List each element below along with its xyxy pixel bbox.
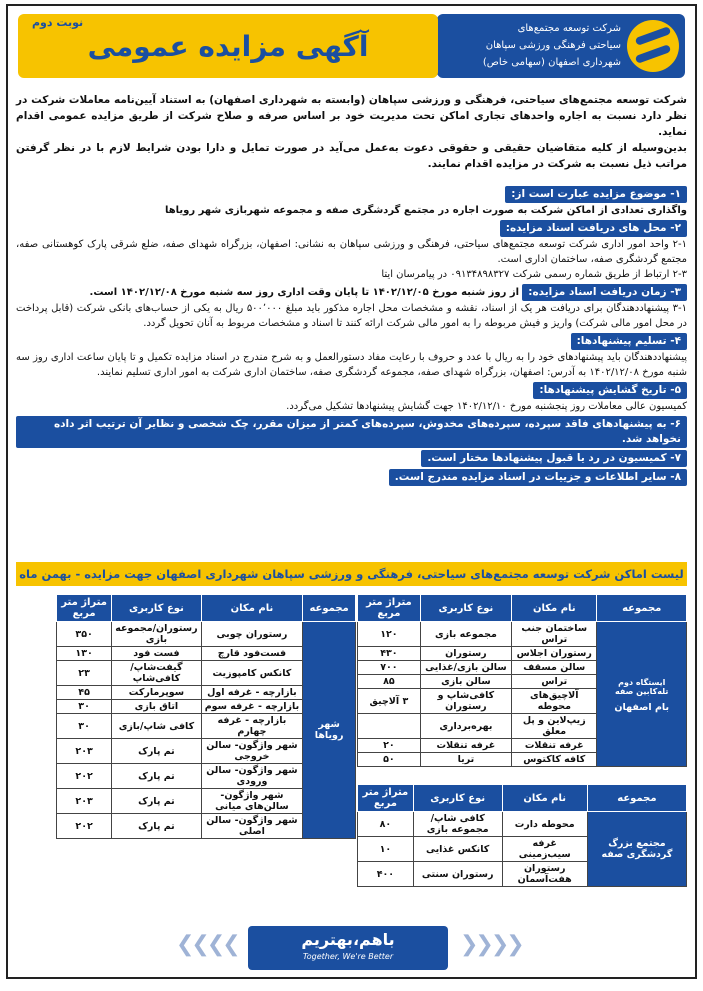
group-cell	[597, 622, 687, 767]
company-line: شرکت توسعه مجتمع‌های	[517, 23, 621, 34]
area-cell: ۴۵	[57, 686, 112, 700]
header-use: نوع کاربری	[413, 785, 502, 812]
area-cell: ۷۰۰	[358, 661, 421, 675]
area-cell: ۴۰۰	[358, 862, 414, 887]
place-cell: زیپ‌لاین و پل معلق	[512, 714, 597, 739]
chevrons-right-icon: ❯❯❯❯	[460, 932, 522, 957]
slogan-logo: باهم،بهتریم	[301, 930, 395, 949]
title-box	[18, 14, 438, 78]
header-use: نوع کاربری	[112, 595, 201, 622]
section-heading: ۵- تاریخ گشایش پیشنهادها:	[533, 382, 687, 399]
place-cell: کانکس کامپوزیت	[201, 661, 303, 686]
section-heading: ۳- زمان دریافت اسناد مزایده:	[522, 284, 687, 301]
section-time	[16, 284, 687, 331]
use-cell: تریا	[420, 753, 511, 767]
table-header-row	[358, 785, 687, 812]
area-cell: ۸۵	[358, 675, 421, 689]
header-place: نام مکان	[502, 785, 587, 812]
use-cell: گیفت‌شاپ/کافی‌شاپ	[112, 661, 201, 686]
table-header-row	[57, 595, 356, 622]
area-cell: ۲۰۲	[57, 764, 112, 789]
area-cell: ۱۲۰	[358, 622, 421, 647]
section-locations	[16, 220, 687, 282]
header-place: نام مکان	[201, 595, 303, 622]
section-heading: ۴- تسلیم پیشنهادها:	[571, 333, 687, 350]
area-cell: ۲۳	[57, 661, 112, 686]
intro-paragraph: بدین‌وسیله از کلیه متقاضیان حقیقی و حقوقی دعوت به‌عمل می‌آید در صورت تمایل و دارا بودن شرایط لازم با در نظر گرفتن مراتب ذیل نسبت به شرکت در مزایده اقدام نمایند.	[16, 142, 687, 170]
place-cell: رستوران اجلاس	[512, 647, 597, 661]
header-area: متراژ متر مربع	[358, 785, 414, 812]
use-cell: اتاق بازی	[112, 700, 201, 714]
places-list-banner: لیست اماکن شرکت توسعه مجتمع‌های سیاحتی، فرهنگی و ورزشی سپاهان شهرداری اصفهان جهت مزایده - بهمن ماه	[16, 562, 687, 586]
group-cell: شهر رویاها	[303, 622, 356, 839]
place-cell: ساختمان جنب تراس	[512, 622, 597, 647]
use-cell: فست فود	[112, 647, 201, 661]
table-row	[358, 622, 687, 647]
area-cell: ۳۰	[57, 714, 112, 739]
use-cell: سالن بازی	[420, 675, 511, 689]
header-group: مجموعه	[597, 595, 687, 622]
header-group: مجموعه	[303, 595, 356, 622]
section-submission	[16, 333, 687, 380]
use-cell: رستوران	[420, 647, 511, 661]
place-cell: شهر واژگون- سالن خروجی	[201, 739, 303, 764]
section-subject	[16, 186, 687, 218]
area-cell: ۳۰	[57, 700, 112, 714]
area-cell: ۴۳۰	[358, 647, 421, 661]
place-cell: غرفه تنقلات	[512, 739, 597, 753]
area-cell	[358, 714, 421, 739]
conditions-list	[16, 186, 687, 488]
company-logo-box	[437, 14, 685, 78]
section-heading: ۲- محل های دریافت اسناد مزایده:	[500, 220, 687, 237]
notice-title: آگهی مزایده عمومی	[87, 30, 369, 63]
use-cell: غرفه تنقلات	[420, 739, 511, 753]
place-cell: محوطه دارت	[502, 812, 587, 837]
table-row	[358, 812, 687, 837]
use-cell: تم پارک	[112, 814, 201, 839]
place-cell: سالن مسقف	[512, 661, 597, 675]
group-name: بام اصفهان	[614, 701, 670, 713]
area-cell: ۳۵۰	[57, 622, 112, 647]
use-cell: تم پارک	[112, 764, 201, 789]
company-logo-icon	[627, 20, 679, 72]
use-cell: سالن بازی/غذایی	[420, 661, 511, 675]
place-cell: بازارچه - غرفه اول	[201, 686, 303, 700]
footer-slogan	[248, 926, 448, 970]
section-other	[16, 469, 687, 486]
intro-paragraph: شرکت توسعه مجتمع‌های سیاحتی، فرهنگی و ورزشی سپاهان (وابسته به شهرداری اصفهان) به استناد آیین‌نامه معاملات شرکت در نظر دارد نسبت به اجاره واحدهای تجاری اماکن تحت مدیریت خود بر اساس صرفه و صلاح شرکت از طریق مزایده عمومی اقدام نماید.	[16, 94, 687, 138]
use-cell: مجموعه بازی	[420, 622, 511, 647]
section-heading: ۷- کمیسیون در رد یا قبول پیشنهادها مختار است.	[421, 450, 687, 467]
area-cell: ۵۰	[358, 753, 421, 767]
header-use: نوع کاربری	[420, 595, 511, 622]
section-text: پیشنهاددهندگان باید پیشنهادهای خود را به ریال با عدد و حروف با رعایت مفاد دستورالعمل و به شرح مندرج در اسناد مزایده تکمیل و تا پایان ساعت اداری روز سه شنبه مورخ ۱۴۰۲/۱۲/۰۸ به آدرس: اصفهان، بزرگراه شهدای صفه، مجموعه گردشگری صفه، ساختمان اداری شرکت به امور اداری تسلیم نمایند.	[16, 352, 687, 378]
place-cell: کافه کاکتوس	[512, 753, 597, 767]
section-heading: ۶- به پیشنهادهای فاقد سپرده، سپرده‌های مخدوش، سپرده‌های کمتر از میزان مقرر، چک شخصی و نظایر آن ترتیب اثر داده نخواهد شد.	[16, 416, 687, 448]
area-cell: ۸۰	[358, 812, 414, 837]
area-cell: ۱۳۰	[57, 647, 112, 661]
use-cell: رستوران/مجموعه بازی	[112, 622, 201, 647]
place-cell: غرفه سیب‌زمینی	[502, 837, 587, 862]
header-group: مجموعه	[587, 785, 686, 812]
chevrons-left-icon: ❮❮❮❮	[176, 932, 238, 957]
place-cell: فست‌فود قارچ	[201, 647, 303, 661]
company-line: شهرداری اصفهان (سهامی خاص)	[482, 57, 621, 68]
use-cell: کافی شاپ/مجموعه بازی	[413, 812, 502, 837]
use-cell: کانکس غذایی	[413, 837, 502, 862]
section-text: کمیسیون عالی معاملات روز پنجشنبه مورخ ۱۴۰۲/۱۲/۱۰ جهت گشایش پیشنهادها تشکیل می‌گردد.	[286, 401, 687, 412]
table-row	[57, 622, 356, 647]
header-area: متراژ متر مربع	[358, 595, 421, 622]
notice-frame	[6, 4, 697, 979]
slogan-tagline: Together, We're Better	[302, 952, 394, 961]
place-cell: رستوران هفت‌آسمان	[502, 862, 587, 887]
section-heading: ۱- موضوع مزایده عبارت است از:	[505, 186, 687, 203]
place-cell: شهر واژگون- سالن ورودی	[201, 764, 303, 789]
use-cell: کافی شاپ/بازی	[112, 714, 201, 739]
place-cell: شهر واژگون- سالن‌های میانی	[201, 789, 303, 814]
intro-text	[16, 92, 687, 172]
places-table-bam	[357, 594, 687, 767]
use-cell: تم پارک	[112, 789, 201, 814]
use-cell: بهره‌برداری	[420, 714, 511, 739]
place-cell: رستوران چوبی	[201, 622, 303, 647]
section-deposit	[16, 416, 687, 448]
group-cell: مجتمع بزرگ گردشگری صفه	[587, 812, 686, 887]
area-cell: ۲۰۳	[57, 789, 112, 814]
section-text: ۲-۳ ارتباط از طریق شماره رسمی شرکت ۰۹۱۳۴۸۹۸۳۲۷ در پیامرسان ایتا	[381, 269, 687, 280]
header-place: نام مکان	[512, 595, 597, 622]
section-text: ۳-۱ پیشنهاددهندگان برای دریافت هر یک از اسناد، نقشه و مشخصات محل اجاره مذکور باید مبلغ ۵۰۰٬۰۰۰ ریال به یکی از حساب‌های بانکی شرکت (قابل پرداخت در محل امور مالی شرکت) واریز و فیش مربوطه را به امور مالی شرکت ارائه کنند تا اسناد و مشخصات مربوط به آنان تحویل گردد.	[16, 303, 688, 329]
places-table-soffeh	[357, 784, 687, 887]
places-table-dream-city	[56, 594, 356, 839]
area-cell: ۳ آلاچیق	[358, 689, 421, 714]
use-cell: سوپرمارکت	[112, 686, 201, 700]
section-opening	[16, 382, 687, 414]
place-cell: بازارچه - غرفه سوم	[201, 700, 303, 714]
header-area: متراژ متر مربع	[57, 595, 112, 622]
round-label: نوبت دوم	[32, 16, 84, 29]
use-cell: تم پارک	[112, 739, 201, 764]
section-heading: ۸- سایر اطلاعات و جزییات در اسناد مزایده مندرج است.	[389, 469, 687, 486]
area-cell: ۲۰۳	[57, 739, 112, 764]
section-commission	[16, 450, 687, 467]
header	[8, 6, 695, 84]
use-cell: رستوران سنتی	[413, 862, 502, 887]
section-text: ۲-۱ واحد امور اداری شرکت توسعه مجتمع‌های سیاحتی، فرهنگی و ورزشی سپاهان به نشانی: اصفهان، بزرگراه شهدای صفه، ضلع شرقی پارک کوهستانی صفه، مجتمع گردشگری صفه، ساختمان اداری است.	[16, 239, 687, 265]
company-name	[445, 20, 621, 71]
place-cell: بازارچه - غرفه چهارم	[201, 714, 303, 739]
use-cell: کافی‌شاپ و رستوران	[420, 689, 511, 714]
company-line: سیاحتی فرهنگی ورزشی سپاهان	[485, 40, 621, 51]
place-cell: تراس	[512, 675, 597, 689]
group-tag: ایستگاه دوم تله‌کابین صفه	[615, 677, 669, 696]
table-header-row	[358, 595, 687, 622]
section-inline-text: از روز شنبه مورخ ۱۴۰۲/۱۲/۰۵ تا پایان وقت اداری روز سه شنبه مورخ ۱۴۰۲/۱۲/۰۸ است.	[89, 287, 520, 298]
section-text: واگذاری تعدادی از اماکن شرکت به صورت اجاره در مجتمع گردشگری صفه و مجموعه شهربازی شهر رویاها	[164, 205, 687, 216]
area-cell: ۱۰	[358, 837, 414, 862]
area-cell: ۲۰	[358, 739, 421, 753]
place-cell: آلاچیق‌های محوطه	[512, 689, 597, 714]
place-cell: شهر واژگون- سالن اصلی	[201, 814, 303, 839]
area-cell: ۲۰۲	[57, 814, 112, 839]
